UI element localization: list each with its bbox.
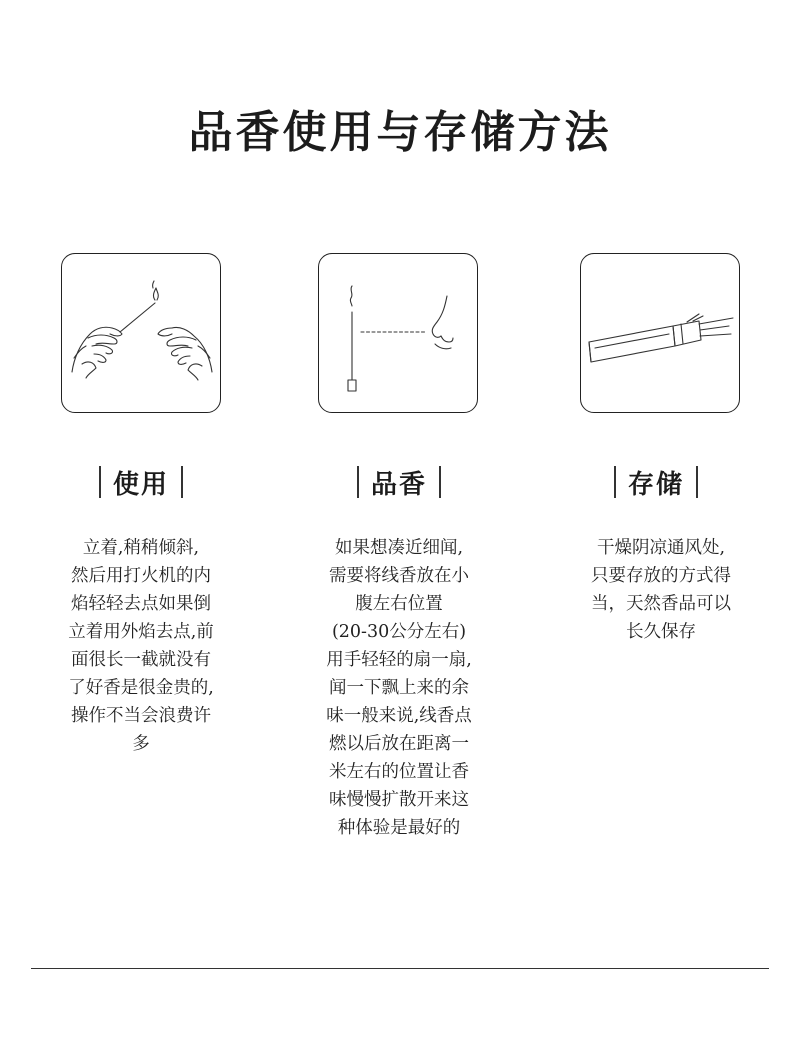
heading-divider-right [181,466,183,498]
text-line: 如果想凑近细闻, [334,538,464,558]
incense-storage-tube-icon [581,254,741,414]
text-line: 闻一下飘上来的余 [329,678,469,698]
text-line: 燃以后放在距离一 [329,734,469,754]
use-heading-label: 使用 [112,469,169,500]
text-line: 然后用打火机的内 [71,566,211,586]
storage-description [576,534,746,646]
page-title: 品香使用与存储方法 [188,107,612,158]
smell-heading-label: 品香 [370,469,427,500]
heading-divider-left [357,466,359,498]
incense-smell-nose-icon [319,254,479,414]
text-line: 只要存放的方式得 [591,566,731,586]
text-line: 腹左右位置 [355,594,443,614]
use-icon-box [61,253,221,413]
text-line: 了好香是很金贵的, [68,678,214,698]
hands-lighting-incense-icon [62,254,222,414]
text-line: 立着用外焰去点,前 [68,622,214,642]
text-line: 味慢慢扩散开来这 [329,790,469,810]
text-line: 焰轻轻去点如果倒 [71,594,211,614]
heading-divider-right [439,466,441,498]
text-line: 米左右的位置让香 [329,762,469,782]
text-line: 味一般来说,线香点 [326,706,472,726]
use-description [56,534,226,758]
text-line: 操作不当会浪费许 [71,706,211,726]
text-line: 用手轻轻的扇一扇, [326,650,472,670]
text-line: 干燥阴凉通风处, [596,538,726,558]
storage-icon-box [580,253,740,413]
text-line: (20-30公分左右) [331,622,467,642]
smell-icon-box [318,253,478,413]
storage-heading-label: 存储 [627,469,684,500]
text-line: 当，天然香品可以 [591,594,731,614]
text-line: 多 [132,734,150,754]
text-line: 面很长一截就没有 [71,650,211,670]
heading-divider-left [99,466,101,498]
text-line: 长久保存 [626,622,696,642]
text-line: 种体验是最好的 [337,818,461,838]
text-line: 立着,稍稍倾斜, [82,538,200,558]
text-line: 需要将线香放在小 [329,566,469,586]
storage-heading [556,464,756,500]
use-heading [41,464,241,500]
smell-description [314,534,484,842]
smell-heading [299,464,499,500]
heading-divider-left [614,466,616,498]
heading-divider-right [696,466,698,498]
bottom-divider [31,968,769,969]
